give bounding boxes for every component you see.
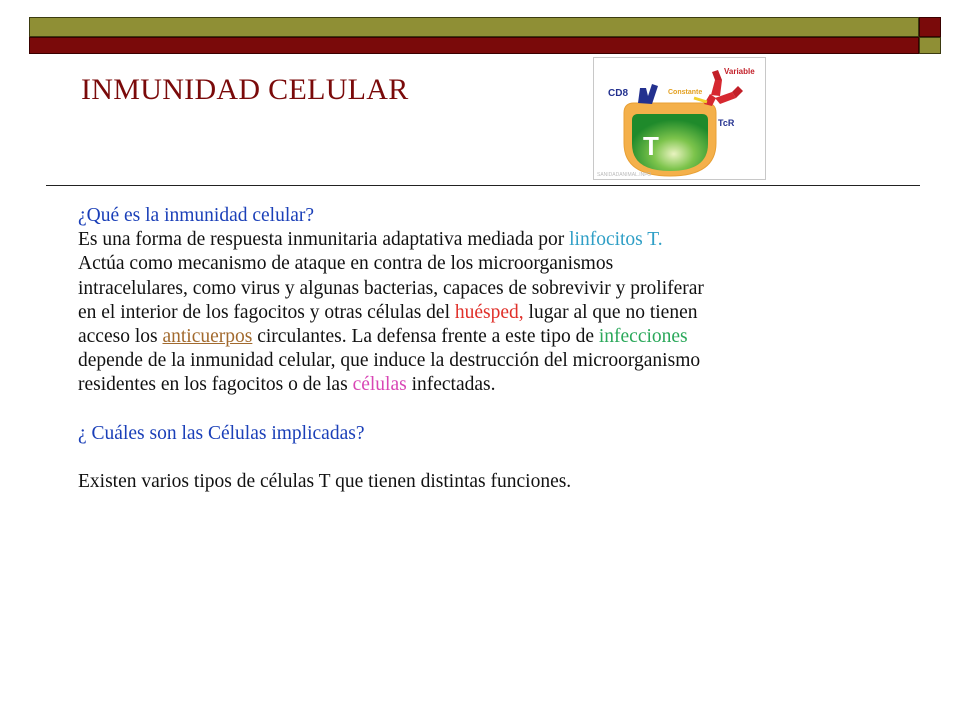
label-t: T <box>643 131 659 161</box>
text-segment: en el interior de los fagocitos y otras células del <box>78 301 455 323</box>
spacer <box>78 398 898 422</box>
title-divider <box>46 185 920 186</box>
spacer <box>78 446 898 470</box>
watermark: SANIDADANIMAL.INFO <box>597 172 652 178</box>
paragraph-line-2: Actúa como mecanismo de ataque en contra de los microorganismos <box>78 253 614 275</box>
label-cd8: CD8 <box>608 88 629 99</box>
cd8-molecule <box>638 84 658 104</box>
paragraph-line-1 <box>78 228 898 252</box>
text-segment: residentes en los fagocitos o de las <box>78 374 353 396</box>
label-variable: Variable <box>724 67 755 76</box>
paragraph-line-5 <box>78 325 898 349</box>
paragraph-line-3: intracelulares, como virus y algunas bacterias, capaces de sobrevivir y proliferar <box>78 277 704 299</box>
text-segment: lugar al que no tienen <box>523 301 698 323</box>
text-segment: infectadas. <box>406 374 496 396</box>
tcr-tip-1 <box>712 70 722 80</box>
link-anticuerpos[interactable]: anticuerpos <box>162 326 253 348</box>
t-cell-diagram <box>593 57 766 180</box>
corner-square-olive <box>919 37 941 54</box>
paragraph-cell-types: Existen varios tipos de células T que tienen distintas funciones. <box>78 471 572 493</box>
slide-title: INMUNIDAD CELULAR <box>81 73 409 106</box>
question-what-is: ¿Qué es la inmunidad celular? <box>78 205 315 226</box>
link-huesped[interactable]: huésped, <box>454 301 524 323</box>
slide-body <box>78 204 898 494</box>
label-constante: Constante <box>668 89 703 96</box>
text-segment: acceso los <box>78 326 163 348</box>
link-celulas[interactable]: células <box>352 374 407 396</box>
text-segment: Es una forma de respuesta inmunitaria adaptativa mediada por <box>78 229 570 251</box>
label-tcr: TcR <box>718 118 735 128</box>
corner-square-maroon <box>919 17 941 37</box>
top-bar-maroon <box>29 37 919 54</box>
top-bar-olive <box>29 17 919 37</box>
paragraph-line-7 <box>78 373 898 397</box>
question-which-cells: ¿ Cuáles son las Células implicadas? <box>78 422 365 444</box>
link-linfocitos[interactable]: linfocitos T. <box>569 229 663 251</box>
constante-line <box>694 98 707 102</box>
text-segment: circulantes. La defensa frente a este tipo de <box>252 326 599 348</box>
paragraph-line-6: depende de la inmunidad celular, que induce la destrucción del microorganismo <box>78 350 701 372</box>
tcr-base <box>704 94 716 106</box>
tcr-arm-1 <box>711 80 722 96</box>
paragraph-line-4 <box>78 301 898 325</box>
t-cell-illustration <box>594 58 765 179</box>
link-infecciones[interactable]: infecciones <box>598 326 688 348</box>
